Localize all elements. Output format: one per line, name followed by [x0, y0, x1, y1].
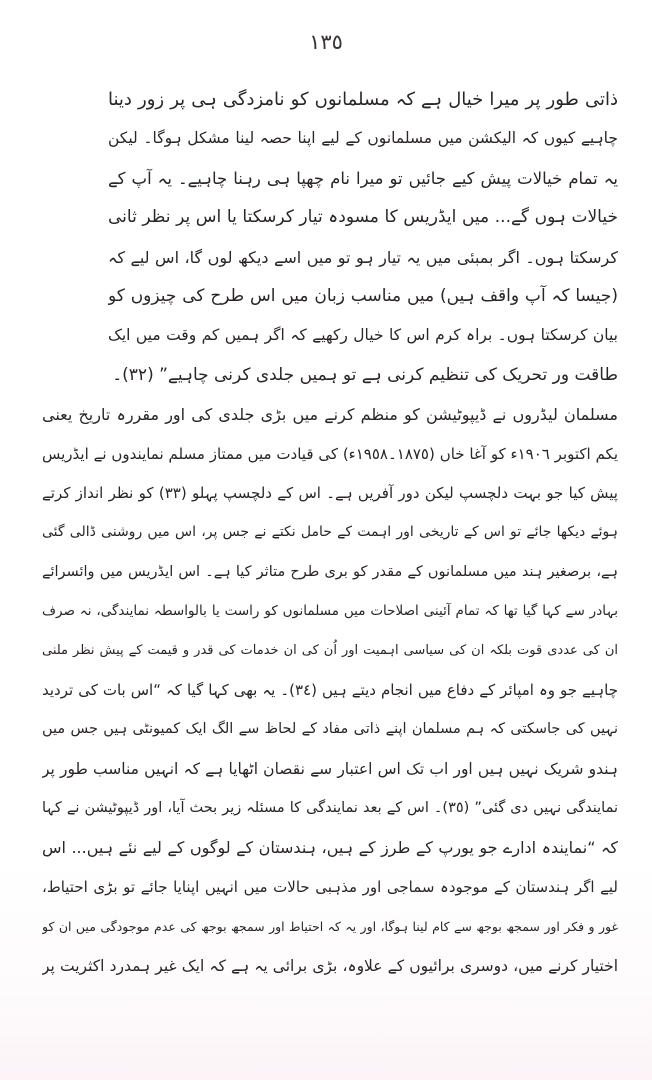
paragraph-line: اختیار کرنے میں، دوسری برائیوں کے علاوہ، بڑی برائی یہ ہے کہ ایک غیر ہمدرد اکثریت پر — [42, 956, 618, 975]
quote-line: کرسکتا ہوں۔ اگر بمبئی میں یہ تیار ہو تو میں اسے دیکھ لوں گا، اس لیے کہ — [108, 247, 618, 267]
quote-line: چاہیے کیوں کہ الیکشن میں مسلمانوں کے لیے اپنا حصہ لینا مشکل ہوگا۔ لیکن — [108, 129, 618, 148]
paragraph-line: ہوئے دیکھا جائے تو اس کے تاریخی اور اہمت کے حامل نکتے نے جس پر، اس میں روشنی ڈالی گئی — [42, 524, 618, 541]
quote-line: (جیسا کہ آپ واقف ہیں) میں مناسب زبان میں اس طرح کی چیزوں کو — [108, 285, 618, 306]
paragraph-line: مسلمان لیڈروں نے ڈیپوٹیشن کو منظم کرنے میں بڑی جلدی کی اور مقررہ تاریخ یعنی — [42, 405, 618, 425]
paragraph-line: ان کی عددی قوت بلکہ ان کی سیاسی اہمیت اور اُن کی ان خدمات کی قدر و قیمت کے پیش نظر ملنی — [42, 643, 618, 659]
paragraph-line: ہے، برصغیر ہند میں مسلمانوں کے مقدر کو بری طرح متاثر کیا ہے۔ اس ایڈریس میں وائسرائے — [42, 563, 618, 580]
paragraph-line: چاہیے جو وہ امپائر کے دفاع میں انجام دیتے ہیں (٣٤)۔ یہ بھی کہا گیا کہ “اس بات کی تردید — [42, 680, 618, 699]
quote-line: بیان کرسکتا ہوں۔ براہ کرم اس کا خیال رکھیے کہ اگر ہمیں کم وقت میں ایک — [108, 326, 618, 345]
paragraph-line: کہ “نمایندہ ادارے جو یورپ کے طرز کے ہیں، ہندستان کے لوگوں کے لیے نئے ہیں... اس — [42, 838, 618, 858]
quote-line: خیالات ہوں گے... میں ایڈریس کا مسودہ تیار کرسکتا یا اس پر نظر ثانی — [108, 207, 618, 228]
show-through-shading — [0, 995, 652, 1080]
quote-line: یہ تمام خیالات پیش کیے جائیں تو میرا نام چھپا ہی رہنا چاہیے۔ یہ آپ کے — [108, 168, 618, 188]
main-paragraph — [42, 395, 618, 986]
block-quote — [108, 80, 618, 395]
paragraph-line: پیش کیا جو بہت دلچسپ لیکن دور آفریں ہے۔ اس کے دلچسپ پہلو (٣٣) کو نظر انداز کرتے — [42, 483, 618, 502]
paragraph-line: بہادر سے کہا گیا تھا کہ تمام آئینی اصلاحات میں مسلمانوں کو راست یا بالواسطہ نمایندگی، نہ صرف — [42, 603, 618, 620]
page-number: ١٣٥ — [309, 30, 343, 54]
paragraph-line: لیے اگر ہندستان کے موجودہ سماجی اور مذہبی حالات میں انہیں اپنایا جائے تو بڑی احتیاط، — [42, 877, 618, 896]
paragraph-line: نہیں کی جاسکتی کہ ہم مسلمان اپنے ذاتی مفاد کے لحاظ سے الگ ایک کمیونٹی ہیں جس میں — [42, 721, 618, 738]
quote-line: طاقت ور تحریک کی تنظیم کرنی ہے تو ہمیں جلدی کرنی چاہیے” (٣٢)۔ — [112, 364, 618, 385]
paragraph-line: یکم اکتوبر ١٩٠٦ء کو آغا خاں (١٨٧٥۔١٩٥٨ء) کی قیادت میں ممتاز مسلم نمایندوں نے ایڈریس — [42, 444, 618, 463]
paragraph-line: نمایندگی نہیں دی گئی” (٣٥)۔ اس کے بعد نمایندگی کا مسئلہ زیر بحث آیا، اور ڈیپوٹیشن نے کہا — [42, 800, 618, 817]
page-body — [42, 80, 618, 986]
paragraph-line: ہندو شریک نہیں ہیں اور اب تک اس اعتبار سے نقصان اٹھایا ہے کہ انہیں مناسب طور پر — [42, 759, 618, 778]
block-quote-wrapper — [42, 80, 618, 395]
paragraph-line: غور و فکر اور سمجھ بوجھ سے کام لینا ہوگا، اور یہ کہ احتیاط اور سمجھ بوجھ کی عدم موجودگی میں ان کو — [42, 919, 618, 935]
quote-line: ذاتی طور پر میرا خیال ہے کہ مسلمانوں کو نامزدگی ہی پر زور دینا — [108, 89, 618, 110]
